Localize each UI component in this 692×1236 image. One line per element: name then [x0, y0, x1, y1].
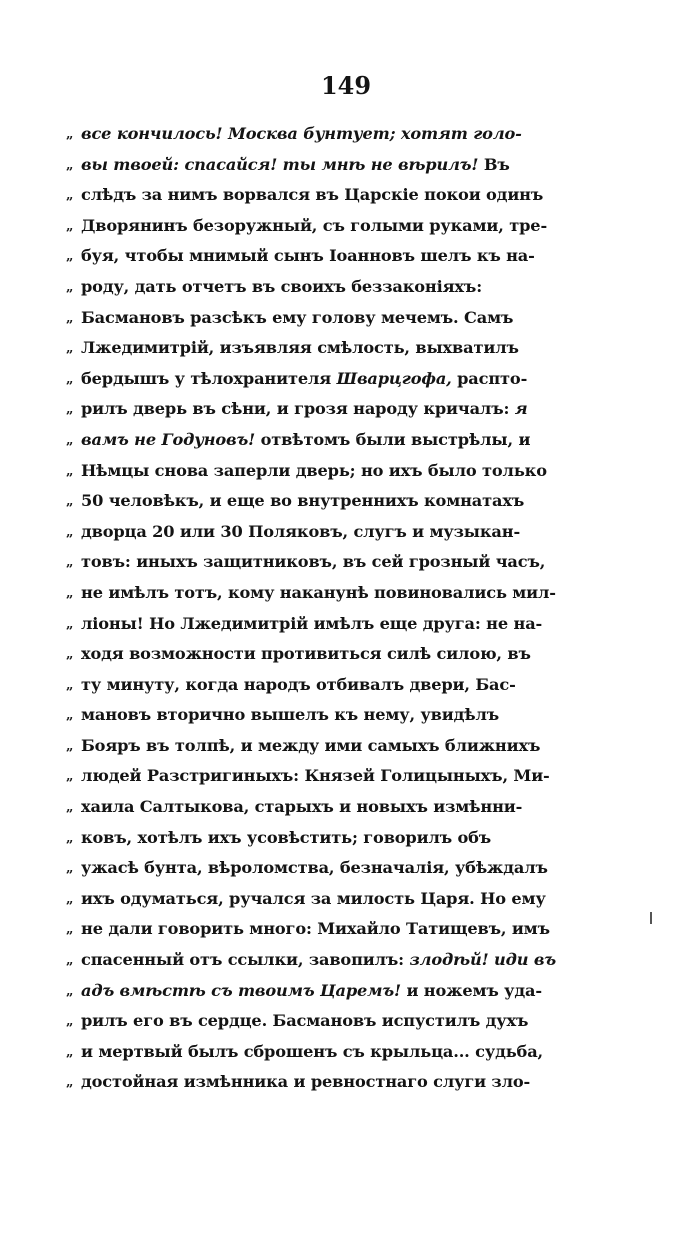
text-line — [66, 884, 576, 915]
quote-mark: „ — [66, 188, 74, 204]
italic-text: адъ вмѣстѣ съ твоимъ Царемъ! — [81, 980, 401, 1000]
text-line — [66, 823, 576, 854]
line-text: ихъ одуматься, ручался за милость Царя. Но ему — [81, 888, 546, 908]
quote-mark: „ — [66, 341, 74, 357]
line-text: достойная измѣнника и ревностнаго слуги зло- — [81, 1072, 531, 1092]
quote-mark: „ — [66, 738, 74, 754]
quote-mark: „ — [66, 769, 74, 785]
text-line — [66, 1067, 576, 1098]
line-text: ту минуту, когда народъ отбивалъ двери, Бас- — [81, 674, 516, 694]
line-text: спасенный отъ ссылки, завопилъ: — [81, 950, 410, 970]
line-text: Въ — [478, 154, 510, 174]
quote-mark: „ — [66, 1075, 74, 1091]
quote-mark: „ — [66, 830, 74, 846]
quote-mark: „ — [66, 983, 74, 999]
text-line — [66, 425, 576, 456]
text-line — [66, 914, 576, 945]
text-line — [66, 792, 576, 823]
quote-mark: „ — [66, 647, 74, 663]
line-text: людей Разстригиныхъ: Князей Голицыныхъ, Ми- — [81, 766, 550, 786]
text-line — [66, 731, 576, 762]
italic-text: я — [514, 399, 528, 419]
text-line — [66, 547, 576, 578]
quote-mark: „ — [66, 371, 74, 387]
text-line — [66, 333, 576, 364]
line-text: роду, дать отчетъ въ своихъ беззаконіяхъ: — [81, 276, 483, 296]
line-text: отвѣтомъ были выстрѣлы, и — [255, 429, 531, 449]
line-text: рилъ дверь въ сѣни, и грозя народу кричалъ: — [81, 399, 515, 419]
text-line — [66, 241, 576, 272]
text-line — [66, 180, 576, 211]
quote-mark: „ — [66, 524, 74, 540]
text-line — [66, 639, 576, 670]
line-text: 50 человѣкъ, и еще во внутреннихъ комнатахъ — [81, 491, 525, 511]
quote-mark: „ — [66, 861, 74, 877]
quote-mark: „ — [66, 616, 74, 632]
italic-text: вы твоей: спасайся! ты мнѣ не вѣрилъ! — [81, 154, 479, 174]
text-line — [66, 945, 576, 976]
quote-mark: „ — [66, 953, 74, 969]
quote-mark: „ — [66, 310, 74, 326]
italic-text: злодѣй! иди въ — [409, 950, 556, 970]
text-line — [66, 976, 576, 1007]
text-line — [66, 211, 576, 242]
line-text: товъ: иныхъ защитниковъ, въ сей грозный часъ, — [81, 552, 546, 572]
text-line — [66, 394, 576, 425]
line-text: Нѣмцы снова заперли дверь; но ихъ было только — [81, 460, 547, 480]
quote-mark: „ — [66, 432, 74, 448]
quote-mark: „ — [66, 279, 74, 295]
quote-mark: „ — [66, 1044, 74, 1060]
italic-text: Шварцгофа, — [336, 368, 452, 388]
quote-mark: „ — [66, 708, 74, 724]
line-text: рилъ его въ сердце. Басмановъ испустилъ духъ — [81, 1011, 529, 1031]
line-text: Бояръ въ толпѣ, и между ими самыхъ ближнихъ — [81, 735, 541, 755]
text-line — [66, 700, 576, 731]
quote-mark: „ — [66, 463, 74, 479]
text-line — [66, 761, 576, 792]
text-line — [66, 853, 576, 884]
quote-mark: „ — [66, 800, 74, 816]
italic-text: вамъ не Годуновъ! — [81, 429, 256, 449]
quote-mark: „ — [66, 494, 74, 510]
quote-mark: „ — [66, 555, 74, 571]
quote-mark: „ — [66, 891, 74, 907]
text-line — [66, 119, 576, 150]
line-text: бердышъ у тѣлохранителя — [81, 368, 337, 388]
quote-mark: „ — [66, 402, 74, 418]
margin-mark — [650, 912, 652, 924]
line-text: и мертвый былъ сброшенъ съ крыльца... судьба, — [81, 1041, 544, 1061]
quote-mark: „ — [66, 922, 74, 938]
line-text: распто- — [451, 368, 528, 388]
text-line — [66, 272, 576, 303]
line-text: слѣдъ за нимъ ворвался въ Царскіе покои одинъ — [81, 185, 544, 205]
line-text: ходя возможности противиться силѣ силою, въ — [81, 644, 531, 664]
text-line — [66, 1037, 576, 1068]
text-line — [66, 364, 576, 395]
quote-mark: „ — [66, 249, 74, 265]
line-text: ужасѣ бунта, вѣроломства, безначалія, убѣждалъ — [81, 858, 548, 878]
text-line — [66, 609, 576, 640]
text-line — [66, 486, 576, 517]
line-text: ліоны! Но Лжедимитрій имѣлъ еще друга: не на- — [81, 613, 543, 633]
text-line — [66, 456, 576, 487]
quote-mark: „ — [66, 127, 74, 142]
line-text: буя, чтобы мнимый сынъ Іоанновъ шелъ къ на- — [81, 246, 535, 266]
italic-text: все кончилось! Москва бунтует; хотят голо- — [81, 124, 522, 143]
quote-mark: „ — [66, 157, 74, 173]
line-text: Дворянинъ безоружный, съ голыми руками, тре- — [81, 215, 548, 235]
quote-mark: „ — [66, 1014, 74, 1030]
body-text — [66, 119, 576, 1098]
quote-mark: „ — [66, 585, 74, 601]
line-text: ковъ, хотѣлъ ихъ усовѣстить; говорилъ объ — [81, 827, 492, 847]
line-text: не дали говорить много: Михайло Татищевъ, имъ — [81, 919, 550, 939]
line-text: мановъ вторично вышелъ къ нему, увидѣлъ — [81, 705, 500, 725]
quote-mark: „ — [66, 218, 74, 234]
text-line — [66, 150, 576, 181]
text-line — [66, 1006, 576, 1037]
text-line — [66, 578, 576, 609]
line-text: Басмановъ разсѣкъ ему голову мечемъ. Самъ — [81, 307, 514, 327]
text-line — [66, 670, 576, 701]
line-text: дворца 20 или 30 Поляковъ, слугъ и музыкан- — [81, 521, 521, 541]
line-text: и ножемъ уда- — [400, 980, 542, 1000]
text-line — [66, 303, 576, 334]
line-text: Лжедимитрій, изъявляя смѣлость, выхватилъ — [81, 338, 519, 358]
quote-mark: „ — [66, 677, 74, 693]
line-text: хаила Салтыкова, старыхъ и новыхъ измѣнни- — [81, 797, 523, 817]
page-number: 149 — [320, 71, 372, 100]
text-line — [66, 517, 576, 548]
line-text: не имѣлъ тотъ, кому наканунѣ повиновались мил- — [81, 582, 556, 602]
